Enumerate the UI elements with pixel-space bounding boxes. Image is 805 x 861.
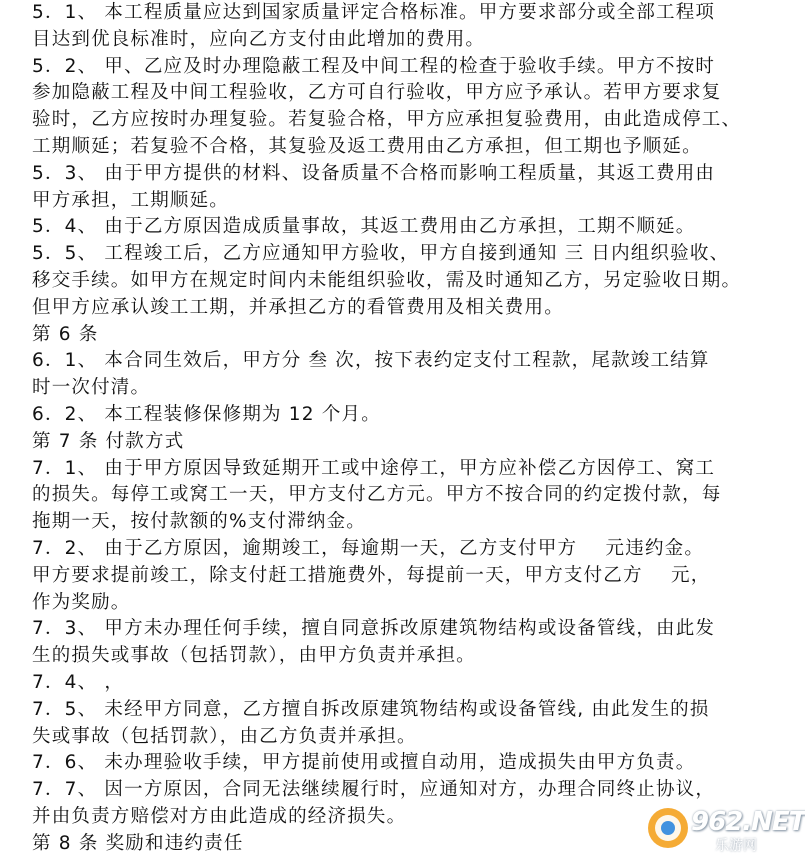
document-line: 7．1、 由于甲方原因导致延期开工或中途停工，甲方应补偿乙方因停工、窝工: [32, 457, 716, 479]
document-line: 第 7 条 付款方式: [32, 430, 185, 452]
document-line: 第 6 条: [32, 323, 99, 345]
document-line: 7．7、 因一方原因，合同无法继续履行时，应通知对方，办理合同终止协议，: [32, 779, 716, 801]
document-line: 7．3、 甲方未办理任何手续，擅自同意拆改原建筑物结构或设备管线，由此发: [32, 618, 716, 640]
document-line: 甲方承担，工期顺延。: [32, 189, 230, 211]
document-line: 失或事故（包括罚款），由乙方负责并承担。: [32, 725, 417, 747]
document-line: 工期顺延；若复验不合格，其复验及返工费用由乙方承担，但工期也予顺延。: [32, 135, 702, 157]
document-line: 移交手续。如甲方在规定时间内未能组织验收，需及时通知乙方，另定验收日期。: [32, 269, 742, 291]
document-line: 甲方要求提前竣工，除支付赶工措施费外，每提前一天，甲方支付乙方 元，: [32, 564, 711, 586]
document-line: 目达到优良标准时，应向乙方支付由此增加的费用。: [32, 28, 486, 50]
document-line: 生的损失或事故（包括罚款），由甲方负责并承担。: [32, 645, 476, 667]
document-line: 拖期一天，按付款额的%支付滞纳金。: [32, 511, 366, 533]
document-line: 7．5、 未经甲方同意，乙方擅自拆改原建筑物结构或设备管线, 由此发生的损: [32, 698, 710, 720]
document-line: 的损失。每停工或窝工一天，甲方支付乙方元。甲方不按合同的约定拨付款，每: [32, 484, 722, 506]
document-line: 参加隐蔽工程及中间工程验收，乙方可自行验收，甲方应予承认。若甲方要求复: [32, 82, 722, 104]
watermark-text: 962.NET: [691, 807, 805, 837]
document-line: 5．4、 由于乙方原因造成质量事故，其返工费用由乙方承担，工期不顺延。: [32, 216, 696, 238]
document-line: 并由负责方赔偿对方由此造成的经济损失。: [32, 805, 407, 827]
document-line: 但甲方应承认竣工工期，并承担乙方的看管费用及相关费用。: [32, 296, 564, 318]
document-line: 7．2、 由于乙方原因，逾期竣工，每逾期一天，乙方支付甲方 元违约金。: [32, 537, 705, 559]
watermark-subtext: 乐游网: [715, 838, 757, 854]
document-line: 5．3、 由于甲方提供的材料、设备质量不合格而影响工程质量，其返工费用由: [32, 162, 716, 184]
site-watermark: [645, 805, 805, 855]
document-line: 5．1、 本工程质量应达到国家质量评定合格标准。甲方要求部分或全部工程项: [32, 2, 716, 23]
document-line: 时一次付清。: [32, 377, 151, 399]
document-line: 6．2、 本工程装修保修期为 12 个月。: [32, 403, 381, 425]
document-line: 5．5、 工程竣工后，乙方应通知甲方验收，甲方自接到通知 三 日内组织验收、: [32, 243, 730, 265]
document-body: [32, 0, 767, 858]
document-line: 第 8 条 奖励和违约责任: [32, 832, 244, 854]
document-line: 5．2、 甲、乙应及时办理隐蔽工程及中间工程的检查于验收手续。甲方不按时: [32, 55, 716, 77]
document-line: 6．1、 本合同生效后，甲方分 叁 次，按下表约定支付工程款，尾款竣工结算: [32, 350, 710, 372]
document-line: 7．4、 ，: [32, 671, 125, 693]
document-line: 作为奖励。: [32, 591, 131, 613]
document-line: 验时，乙方应按时办理复验。若复验合格，甲方应承担复验费用，由此造成停工、: [32, 109, 742, 131]
document-line: 7．6、 未办理验收手续，甲方提前使用或擅自动用，造成损失由甲方负责。: [32, 752, 696, 774]
watermark-logo-icon: [645, 805, 691, 851]
